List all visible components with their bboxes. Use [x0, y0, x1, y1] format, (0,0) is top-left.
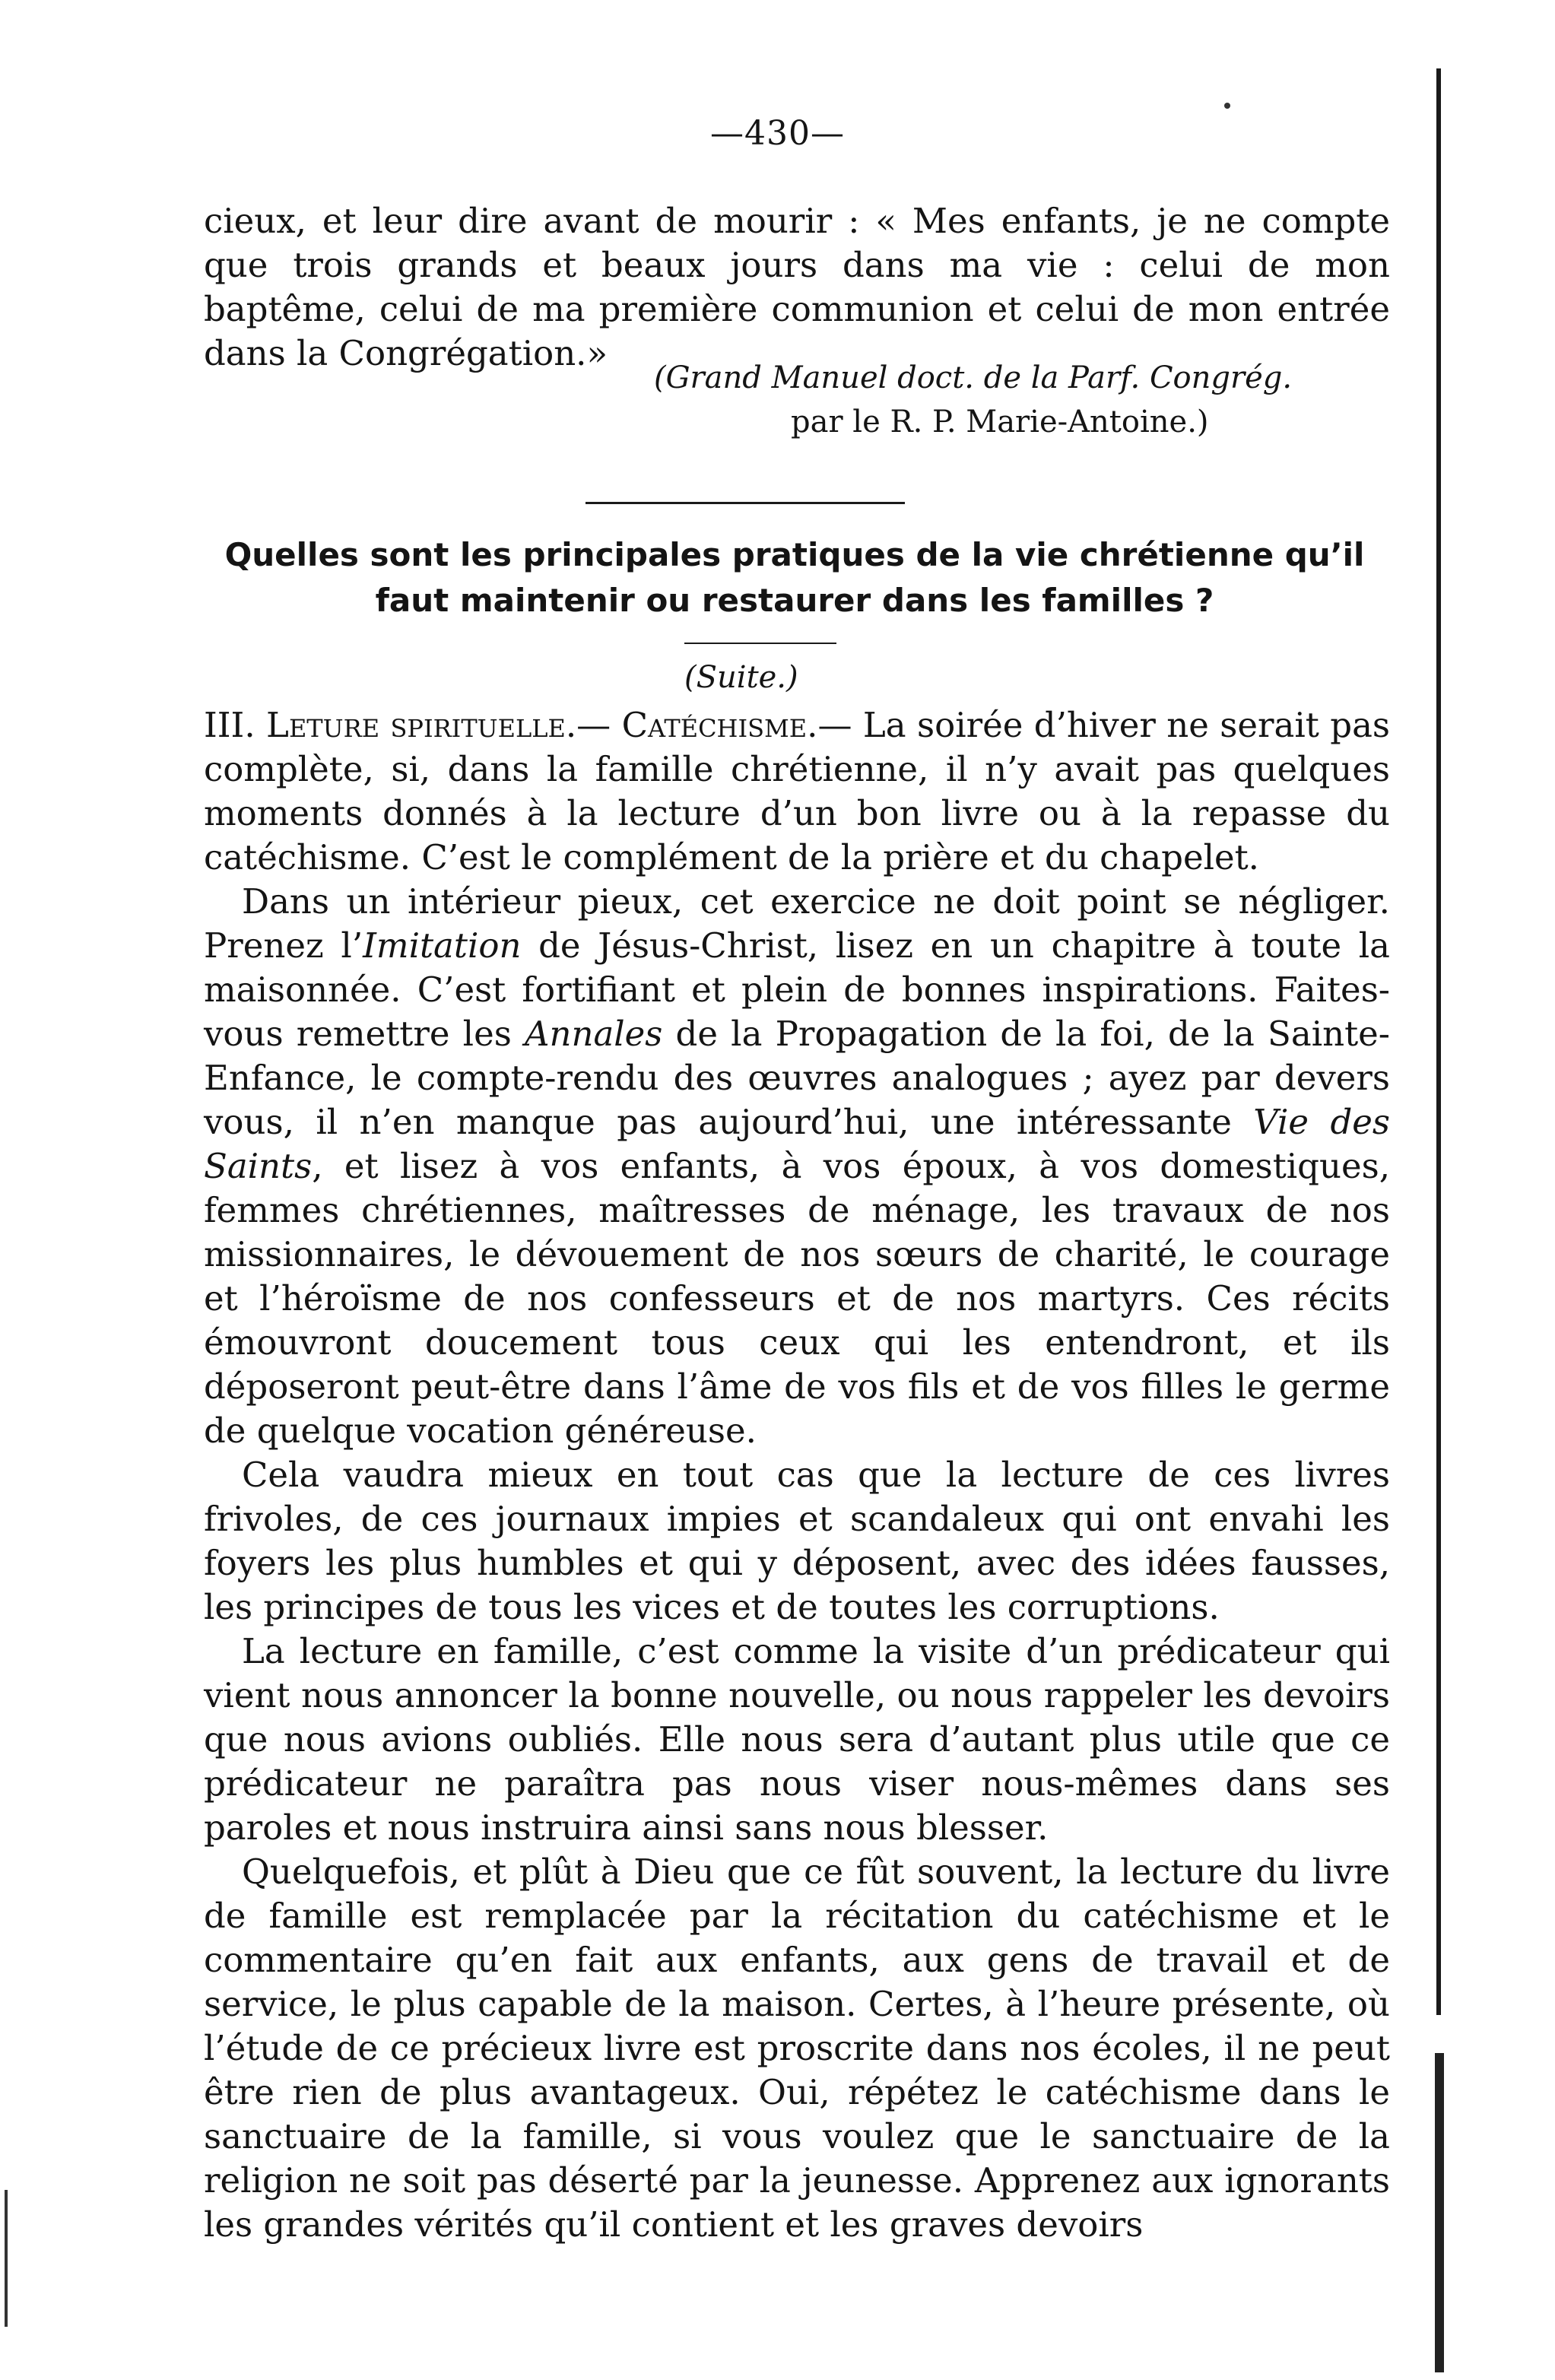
intro-paragraph-text: cieux, et leur dire avant de mourir : « Mes enfants, je ne compte que trois grands et beaux jours dans ma vie : celui de mon baptême, celui de ma première communion et celui de mon entrée dans la Congrégation.» — [204, 201, 1390, 373]
question-line-2: faut maintenir ou restaurer dans les familles ? — [375, 582, 1214, 619]
question-heading — [182, 532, 1407, 624]
section-heading: III. Leture spirituelle.— Catéchisme.— — [204, 705, 852, 745]
title-annales: Annales — [524, 1014, 663, 1054]
paragraph-2-part-b: de Jésus-Christ, lisez en un chapitre à toute la maisonnée. C’est fortifiant et plein de bonnes inspirations. Faites-vous remettre les — [204, 925, 1390, 1054]
intro-paragraph — [204, 199, 1390, 376]
suite-label: (Suite.) — [684, 660, 798, 695]
citation-author: par le R. P. Marie-Antoine.) — [791, 405, 1209, 440]
title-imitation: Imitation — [363, 925, 522, 966]
paragraph-4: La lecture en famille, c’est comme la visite d’un prédicateur qui vient nous annoncer la bonne nouvelle, ou nous rappeler les devoirs que nous avions oubliés. Elle nous sera d’autant plus utile que ce prédicateur ne paraîtra pas nous viser nous-mêmes dans ses paroles et nous instruira ainsi sans nous blesser. — [204, 1631, 1390, 1848]
citation-title: (Grand Manuel doct. de la Parf. Congrég. — [654, 360, 1293, 395]
paragraph-1-text: La soirée d’hiver ne serait pas complète, si, dans la famille chrétienne, il n’y avait pas quelques moments donnés à la lecture d’un bon livre ou à la repasse du catéchisme. C’est le complément de la prière et du chapelet. — [204, 705, 1391, 877]
question-underline — [684, 643, 836, 644]
paragraph-3: Cela vaudra mieux en tout cas que la lecture de ces livres frivoles, de ces journaux impies et scandaleux qui ont envahi les foyers les plus humbles et qui y déposent, avec des idées fausses, les principes de tous les vices et de toutes les corruptions. — [204, 1455, 1390, 1627]
page-edge-line — [1436, 68, 1441, 2015]
scan-speck — [1224, 103, 1230, 109]
title-vie-des-saints: Vie des Saints — [204, 1102, 1390, 1186]
section-body — [204, 703, 1390, 2247]
paragraph-2-part-a: Dans un intérieur pieux, cet exercice ne doit point se négliger. Prenez l’ — [204, 881, 1390, 966]
paragraph-5: Quelquefois, et plût à Dieu que ce fût souvent, la lecture du livre de famille est remplacée par la récitation du catéchisme et le commentaire qu’en fait aux enfants, aux gens de travail et de service, le plus capable de la maison. Certes, à l’heure présente, où l’étude de ce précieux livre est proscrite dans nos écoles, il ne peut être rien de plus avantageux. Oui, répétez le catéchisme dans le sanctuaire de la famille, si vous voulez que le sanctuaire de la religion ne soit pas déserté par la jeunesse. Apprenez aux ignorants les grandes vérités qu’il contient et les graves devoirs — [204, 1852, 1390, 2245]
question-line-1: Quelles sont les principales pratiques de la vie chrétienne qu’il — [224, 536, 1365, 573]
paragraph-2 — [204, 880, 1390, 1453]
paragraph-2-part-c: de la Propagation de la foi, de la Sainte-Enfance, le compte-rendu des œuvres analogues ; ayez par devers vous, il n’en manque pas aujourd’hui, une intéressante — [204, 1014, 1391, 1142]
page-number: —430— — [710, 114, 845, 153]
paragraph-2-part-d: , et lisez à vos enfants, à vos époux, à vos domestiques, femmes chrétiennes, maîtresses de ménage, les travaux de nos missionnaires, le dévouement de nos sœurs de charité, le courage et l’héroïsme de nos confesseurs et de nos martyrs. Ces récits émouvront doucement tous ceux qui les entendront, et ils déposeront peut-être dans l’âme de vos fils et de vos filles le germe de quelque vocation généreuse. — [204, 1146, 1390, 1451]
scan-margin-mark — [5, 2190, 8, 2327]
paragraph-1 — [204, 703, 1390, 880]
citation — [654, 356, 1399, 444]
page-edge-line-lower — [1435, 2053, 1444, 2372]
section-divider — [586, 502, 905, 504]
